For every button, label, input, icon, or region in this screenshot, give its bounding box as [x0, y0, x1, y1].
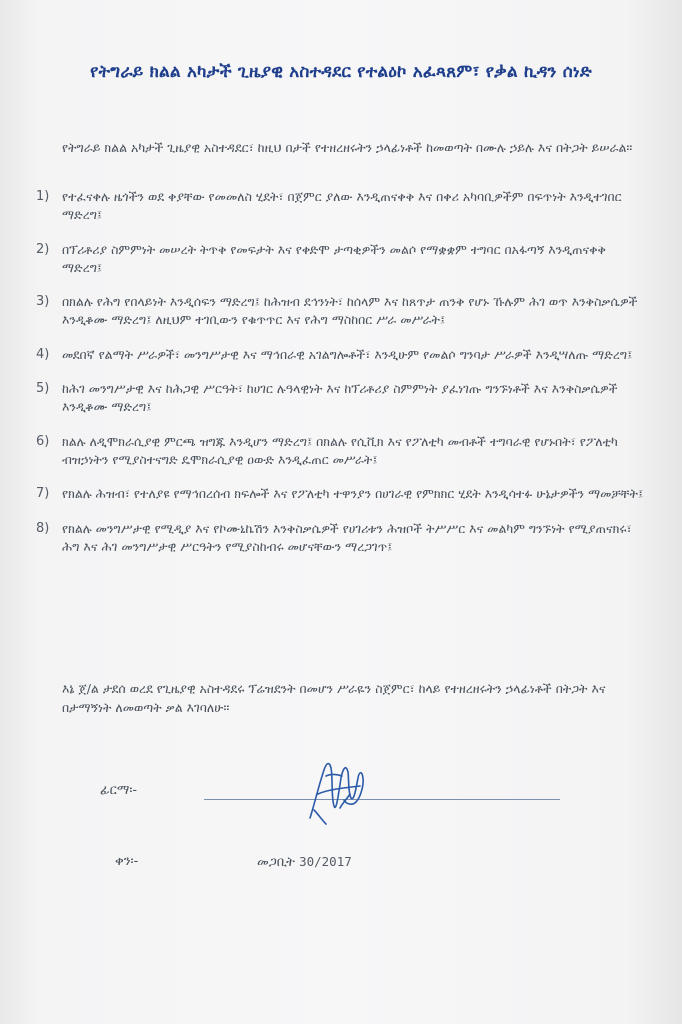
date-value: [257, 854, 352, 870]
item-number: 6): [36, 433, 50, 449]
intro-paragraph: የትግራይ ክልል አካታች ጊዜያዊ አስተዳደር፣ ከዚህ በታች የተዘረዘሩትን ኃላፊነቶች ከመወጣት በሙሉ ኃይሉ እና በትጋት ይሠራል።: [62, 140, 633, 155]
list-item: [36, 346, 646, 364]
item-text: የክልሉ መንግሥታዊ የሚዲያ እና የኮሙኒኬሽን እንቅስቃሴዎች የሀገሪቱን ሕዝቦች ትሥሥር እና መልካም ግንኙነት የሚያጠናክሩ፣ ሕግ እና ሕገ መንግሥታዊ ሥርዓትን የሚያስከብሩ መሆናቸውን ማረጋገጥ፤: [62, 520, 632, 554]
date-label: ቀን፡-: [115, 854, 139, 869]
item-number: 4): [36, 346, 50, 362]
responsibility-list: [36, 188, 646, 572]
list-item: [36, 433, 646, 469]
signature-line: [204, 799, 560, 800]
item-text: መደበኛ የልማት ሥራዎች፣ መንግሥታዊ እና ማኅበራዊ አገልግሎቶች፣ እንዲሁም የመልሶ ግንባታ ሥራዎች እንዲሣለጡ ማድረግ፤: [62, 346, 633, 362]
date-month: መጋቢት: [257, 855, 295, 870]
item-text: በፕሪቶሪያ ስምምነት መሠረት ትጥቅ የመፍታት እና የቀድሞ ታጣቂዎችን መልሶ የማቋቋም ተግባር በአፋጣኝ እንዲጠናቀቅ ማድረግ፤: [62, 241, 606, 275]
item-number: 8): [36, 520, 50, 536]
item-text: የተፈናቀሉ ዜጎችን ወደ ቀያቸው የመመለስ ሂደት፣ በጀምር ያለው እንዲጠናቀቅ እና በቀሪ አካባቢዎችም በፍጥነት እንዲተገበር ማድረግ፤: [62, 189, 622, 222]
date-digits: 30/2017: [299, 854, 352, 869]
list-item: [36, 520, 646, 556]
item-number: 1): [36, 189, 50, 204]
list-item: [36, 188, 646, 224]
document-title: የትግራይ ክልል አካታች ጊዜያዊ አስተዳደር የተልዕኮ አፈጻጸም፣ የቃል ኪዳን ሰነድ: [90, 62, 592, 82]
pledge-paragraph: እኔ ጀ/ል ታደሰ ወረደ የጊዜያዊ አስተዳደሩ ፕሬዝደንት በመሆን ሥራዬን ስጀምር፣ ከላይ የተዘረዘሩትን ኃላፊነቶች በትጋት እና በታማኝነት ለመወጣት ቃል እገባለሁ።: [62, 681, 606, 715]
item-number: 3): [36, 294, 50, 309]
item-text: በክልሉ የሕግ የበላይነት እንዲሰፍን ማድረግ፤ ከሕዝብ ደኅንነት፣ ከሰላም እና ከጸጥታ ጠንቅ የሆኑ ኹሉም ሕገ ወጥ እንቅስቃሴዎች እንዲቆሙ ማድረግ፤ ለዚህም ተገቢውን የቁጥጥር እና የሕግ ማስከበር ሥራ መሥራት፤: [62, 294, 638, 327]
list-item: [36, 485, 646, 503]
list-item: [36, 241, 646, 277]
item-number: 7): [36, 486, 50, 501]
handwritten-signature: [296, 748, 376, 828]
item-text: ክልሉ ለዲሞክራሲያዊ ምርጫ ዝግጁ እንዲሆን ማድረግ፤ በክልሉ የሲቪክ እና የፖለቲካ መብቶች ተግባራዊ የሆኑበት፣ የፖለቲካ ብዝኃነትን የሚያስተናግድ ዴሞክራሲያዊ ዐውድ እንዲፈጠር መሥራት፤: [62, 433, 618, 467]
list-item: [36, 380, 646, 416]
item-text: ከሕገ መንግሥታዊ እና ከሕጋዊ ሥርዓት፣ ከሀገር ሉዓላዊነት እና ከፕሪቶሪያ ስምምነት ያፈነገጡ ግንኙነቶች እና እንቅስቃሴዎች እንዲቆሙ ማድረግ፤: [62, 381, 618, 414]
signature-label: ፊርማ፡-: [100, 783, 138, 798]
item-text: የክልሉ ሕዝብ፣ የተለያዩ የማኅበረሰብ ክፍሎች እና የፖለቲካ ተዋንያን በሀገራዊ የምክክር ሂደት እንዲሳተፉ ሁኔታዎችን ማመቻቸት፤: [62, 486, 644, 501]
item-number: 2): [36, 241, 50, 257]
list-item: [36, 293, 646, 329]
item-number: 5): [36, 381, 50, 396]
